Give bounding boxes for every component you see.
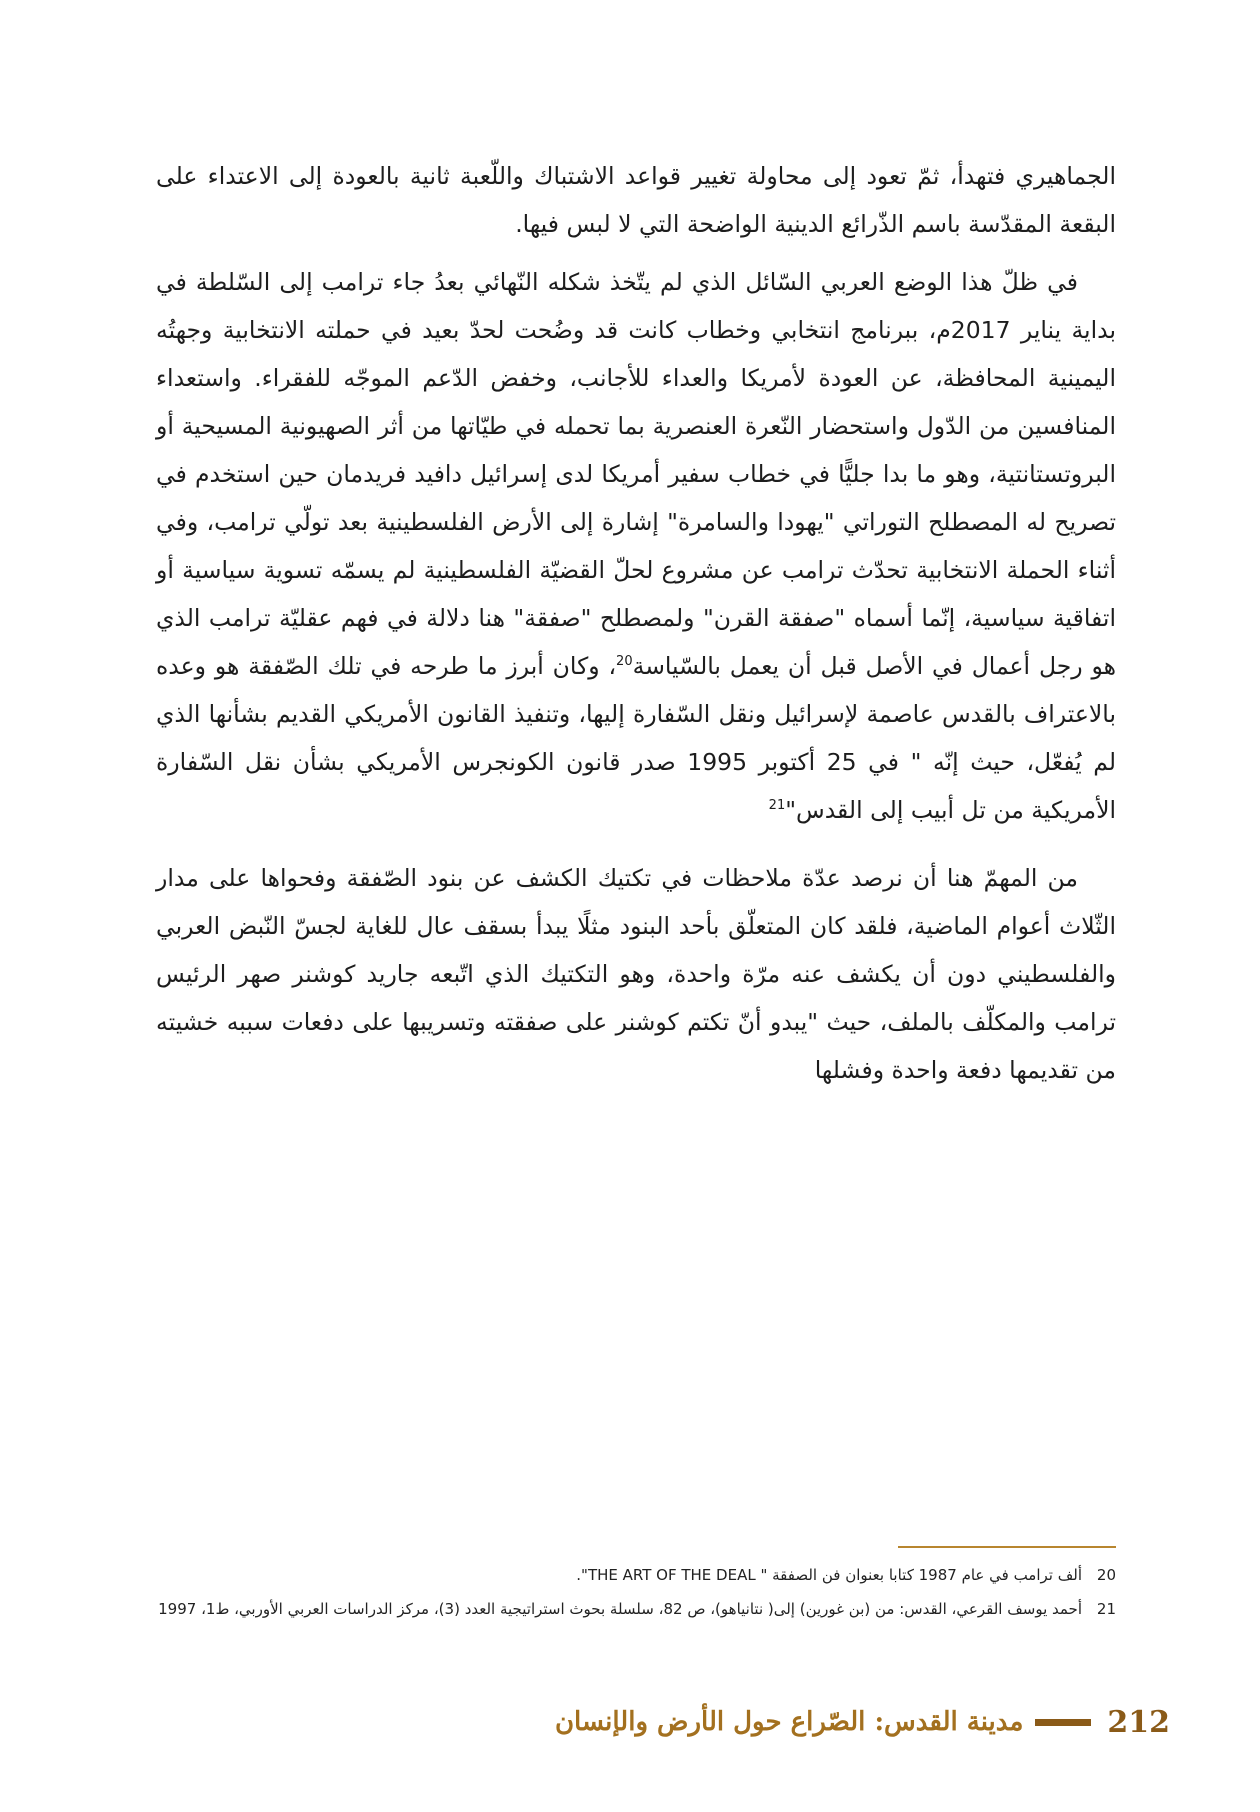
- running-title: مدينة القدس: الصّراع حول الأرض والإنسان: [554, 1707, 1024, 1737]
- paragraph-3: [156, 854, 1116, 1094]
- page-footer: [0, 1694, 1170, 1750]
- footnote-ref-21[interactable]: 21: [768, 798, 786, 814]
- paragraph-3-text: من المهمّ هنا أن نرصد عدّة ملاحظات في تكتيك الكشف عن بنود الصّفقة وفحواها على مدار الثّلاث أعوام الماضية، فلقد كان المتعلّق بأحد البنود مثلًا يبدأ بسقف عال للغاية لجسّ النّبض العربي والفلسطيني دون أن يكشف عنه مرّة واحدة، وهو التكتيك الذي اتّبعه جاريد كوشنر صهر الرئيس ترامب والمكلّف بالملف، حيث "يبدو أنّ تكتم كوشنر على صفقته وتسريبها على دفعات سببه خشيته من تقديمها دفعة واحدة وفشلها: [156, 864, 1116, 1084]
- footnote-21: [156, 1594, 1116, 1624]
- footnote-number: 20: [1096, 1566, 1116, 1584]
- footnote-number: 21: [1096, 1600, 1116, 1618]
- footer-bar-ornament: [1035, 1719, 1091, 1726]
- paragraph-1-text: الجماهيري فتهدأ، ثمّ تعود إلى محاولة تغيير قواعد الاشتباك واللّعبة ثانية بالعودة إلى الاعتداء على البقعة المقدّسة باسم الذّرائع الدينية الواضحة التي لا لبس فيها.: [156, 162, 1116, 238]
- footnotes: [156, 1560, 1116, 1628]
- paragraph-1: [156, 152, 1116, 248]
- paragraph-2: [156, 258, 1116, 834]
- paragraph-2-text-a: في ظلّ هذا الوضع العربي السّائل الذي لم يتّخذ شكله النّهائي بعدُ جاء ترامب إلى السّلطة في بداية يناير 2017م، ببرنامج انتخابي وخطاب كانت قد وضُحت لحدّ بعيد في حملته الانتخابية وجهتُه اليمينية المحافظة، عن العودة لأمريكا والعداء للأجانب، وخفض الدّعم الموجّه للفقراء. واستعداء المنافسين من الدّول واستحضار النّعرة العنصرية بما تحمله في طيّاتها من أثر الصهيونية المسيحية أو البروتستانتية، وهو ما بدا جليًّا في خطاب سفير أمريكا لدى إسرائيل دافيد فريدمان حين استخدم في تصريح له المصطلح التوراتي "يهودا والسامرة" إشارة إلى الأرض الفلسطينية بعد تولّي ترامب، وفي أثناء الحملة الانتخابية تحدّث ترامب عن مشروع لحلّ القضيّة الفلسطينية لم يسمّه تسوية سياسية أو اتفاقية سياسية، إنّما أسماه "صفقة القرن" ولمصطلح "صفقة" هنا دلالة في فهم عقليّة ترامب الذي هو رجل أعمال في الأصل قبل أن يعمل بالسّياسة: [156, 268, 1116, 680]
- paragraph-2-text-b: ، وكان أبرز ما طرحه في تلك الصّفقة هو وعده بالاعتراف بالقدس عاصمة لإسرائيل ونقل السّفارة إليها، وتنفيذ القانون الأمريكي القديم بشأنها الذي لم يُفعّل، حيث إنّه " في 25 أكتوبر 1995 صدر قانون الكونجرس الأمريكي بشأن نقل السّفارة الأمريكية من تل أبيب إلى القدس": [156, 652, 1116, 824]
- footnote-text: أحمد يوسف القرعي، القدس: من (بن غورين) إلى( نتانياهو)، ص 82، سلسلة بحوث استراتيجية العدد (3)، مركز الدراسات العربي الأوربي، ط1، 1997: [158, 1600, 1082, 1618]
- main-text: [156, 152, 1116, 1104]
- footnote-20: [156, 1560, 1116, 1590]
- footnote-ref-20[interactable]: 20: [616, 654, 633, 670]
- footnote-divider: [898, 1546, 1116, 1548]
- footnote-text: ألف ترامب في عام 1987 كتابا بعنوان فن الصفقة " THE ART OF THE DEAL".: [576, 1566, 1082, 1584]
- page-number: 212: [1107, 1704, 1170, 1740]
